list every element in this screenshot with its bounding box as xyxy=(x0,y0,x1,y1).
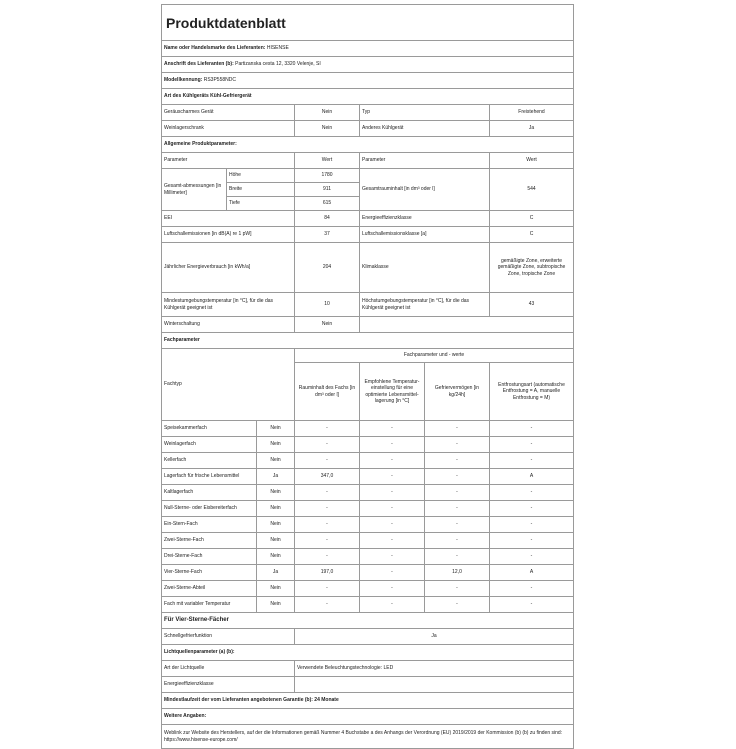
compartment-name: Kellerfach xyxy=(162,453,257,469)
compartment-name: Weinlagerfach xyxy=(162,437,257,453)
max-temp-value: 43 xyxy=(490,293,574,317)
type-value: Freistehend xyxy=(490,105,574,121)
device-type-row xyxy=(162,105,574,121)
data-sheet-table xyxy=(161,4,574,749)
noise-class-label: Luftschallemissionsklasse [a] xyxy=(360,227,490,243)
supplier-label: Name oder Handelsmarke des Lieferanten: xyxy=(164,45,266,52)
min-temp-value: 10 xyxy=(295,293,360,317)
compartment-type-header: Fachtyp xyxy=(162,349,295,421)
supplier-value: HISENSE xyxy=(266,45,289,52)
compartment-present: Nein xyxy=(257,453,295,469)
ambient-temp-row xyxy=(162,293,574,317)
compartment-volume: 197,0 xyxy=(295,565,360,581)
compartment-row xyxy=(162,453,574,469)
general-header-row xyxy=(162,153,574,169)
defrost-type-header: Entfrostungsart (automatische Entfrostung = A, manuelle Entfrostung = M) xyxy=(490,363,574,421)
light-class-label: Energieeffizienzklasse xyxy=(162,677,295,693)
compartment-heading: Fachparameter xyxy=(162,333,574,349)
climate-class-label: Klimaklasse xyxy=(360,243,490,293)
compartment-volume: 347,0 xyxy=(295,469,360,485)
compartment-row xyxy=(162,597,574,613)
temperature-header: Empfohlene Temperatur-einstellung für eine optimierte Lebensmittel-lagerung [in °C] xyxy=(360,363,425,421)
compartment-temperature: - xyxy=(360,437,425,453)
energy-class-value: C xyxy=(490,211,574,227)
compartment-volume: - xyxy=(295,517,360,533)
compartment-temperature: - xyxy=(360,581,425,597)
height-value: 1780 xyxy=(295,169,360,183)
compartment-row xyxy=(162,421,574,437)
compartment-row xyxy=(162,485,574,501)
compartment-volume: - xyxy=(295,421,360,437)
address-value: Partizanska cesta 12, 3320 Velenje, SI xyxy=(235,61,321,68)
low-noise-label: Geräuscharmes Gerät xyxy=(162,105,295,121)
compartment-volume: - xyxy=(295,549,360,565)
compartment-temperature: - xyxy=(360,421,425,437)
compartment-name: Vier-Sterne-Fach xyxy=(162,565,257,581)
compartment-freezing-capacity: - xyxy=(425,421,490,437)
compartment-defrost-type: A xyxy=(490,565,574,581)
type-label: Typ xyxy=(360,105,490,121)
compartment-defrost-type: - xyxy=(490,597,574,613)
compartment-name: Zwei-Sterne-Fach xyxy=(162,533,257,549)
compartment-freezing-capacity: 12,0 xyxy=(425,565,490,581)
light-class-row xyxy=(162,677,574,693)
eei-value: 84 xyxy=(295,211,360,227)
device-type-row xyxy=(162,121,574,137)
value-header: Wert xyxy=(295,153,360,169)
address-label: Anschrift des Lieferanten (b): xyxy=(164,61,234,68)
other-device-label: Anderes Kühlgerät xyxy=(360,121,490,137)
compartment-present: Nein xyxy=(257,597,295,613)
compartment-freezing-capacity: - xyxy=(425,453,490,469)
compartment-freezing-capacity: - xyxy=(425,533,490,549)
value-header: Wert xyxy=(490,153,574,169)
compartment-present: Nein xyxy=(257,437,295,453)
depth-value: 615 xyxy=(295,197,360,211)
width-value: 911 xyxy=(295,183,360,197)
wine-cabinet-value: Nein xyxy=(295,121,360,137)
noise-row xyxy=(162,227,574,243)
freezing-capacity-header: Gefriervermögen [in kg/24h] xyxy=(425,363,490,421)
compartment-name: Lagerfach für frische Lebensmittel xyxy=(162,469,257,485)
compartment-volume: - xyxy=(295,437,360,453)
compartment-temperature: - xyxy=(360,453,425,469)
compartment-row xyxy=(162,501,574,517)
fast-freeze-label: Schnellgefrierfunktion xyxy=(162,629,295,645)
compartment-present: Nein xyxy=(257,581,295,597)
compartment-row xyxy=(162,581,574,597)
model-value: RS3P558NDC xyxy=(203,77,236,84)
compartment-name: Null-Sterne- oder Eisbereiterfach xyxy=(162,501,257,517)
compartment-defrost-type: - xyxy=(490,517,574,533)
compartment-temperature: - xyxy=(360,597,425,613)
further-info-heading: Weitere Angaben: xyxy=(162,709,574,725)
compartment-name: Speisekammerfach xyxy=(162,421,257,437)
noise-class-value: C xyxy=(490,227,574,243)
compartment-defrost-type: A xyxy=(490,469,574,485)
compartment-row xyxy=(162,517,574,533)
compartment-row xyxy=(162,469,574,485)
model-row xyxy=(162,73,574,89)
volume-header: Rauminhalt des Fachs [in dm³ oder l] xyxy=(295,363,360,421)
compartment-name: Kaltlagerfach xyxy=(162,485,257,501)
compartment-row xyxy=(162,565,574,581)
warranty-row: Mindestlaufzeit der vom Lieferanten angebotenen Garantie (b): 24 Monate xyxy=(162,693,574,709)
annual-energy-label: Jährlicher Energieverbrauch [in kWh/a] xyxy=(162,243,295,293)
light-heading: Lichtquellenparameter (a) (b): xyxy=(162,645,574,661)
compartment-defrost-type: - xyxy=(490,549,574,565)
dimensions-label: Gesamt-abmessungen [in Millimeter] xyxy=(162,169,227,211)
compartment-group-header: Fachparameter und - werte xyxy=(295,349,574,363)
noise-value: 37 xyxy=(295,227,360,243)
compartment-present: Nein xyxy=(257,421,295,437)
compartment-freezing-capacity: - xyxy=(425,517,490,533)
compartment-freezing-capacity: - xyxy=(425,437,490,453)
depth-label: Tiefe xyxy=(227,197,295,211)
param-header: Parameter xyxy=(162,153,295,169)
address-row xyxy=(162,57,574,73)
height-row xyxy=(162,169,574,183)
eei-row xyxy=(162,211,574,227)
energy-row xyxy=(162,243,574,293)
compartment-temperature: - xyxy=(360,533,425,549)
total-volume-value: 544 xyxy=(490,169,574,211)
manufacturer-weblink: Weblink zur Website des Herstellers, auf der die Informationen gemäß Nummer 4 Buchstabe a des Anhangs der Verordnung (EU) 2019/2019 der Kommission (b) (b) zu finden sind: https://www.hisense-europe.com/ xyxy=(162,725,574,749)
compartment-defrost-type: - xyxy=(490,501,574,517)
compartment-temperature: - xyxy=(360,565,425,581)
max-temp-label: Höchstumgebungstemperatur [in °C], für die das Kühlgerät geeignet ist xyxy=(360,293,490,317)
compartment-defrost-type: - xyxy=(490,437,574,453)
compartment-row xyxy=(162,533,574,549)
compartment-row xyxy=(162,549,574,565)
compartment-freezing-capacity: - xyxy=(425,597,490,613)
compartment-present: Nein xyxy=(257,485,295,501)
compartment-defrost-type: - xyxy=(490,485,574,501)
general-heading: Allgemeine Produktparameter: xyxy=(162,137,574,153)
compartment-present: Nein xyxy=(257,517,295,533)
winter-row xyxy=(162,317,574,333)
compartment-freezing-capacity: - xyxy=(425,501,490,517)
compartment-present: Nein xyxy=(257,549,295,565)
compartment-defrost-type: - xyxy=(490,581,574,597)
compartment-name: Ein-Stern-Fach xyxy=(162,517,257,533)
compartment-temperature: - xyxy=(360,485,425,501)
product-data-sheet xyxy=(161,4,573,749)
compartment-freezing-capacity: - xyxy=(425,469,490,485)
supplier-row xyxy=(162,41,574,57)
compartment-volume: - xyxy=(295,501,360,517)
param-header: Parameter xyxy=(360,153,490,169)
compartment-present: Nein xyxy=(257,501,295,517)
height-label: Höhe xyxy=(227,169,295,183)
wine-cabinet-label: Weinlagerschrank xyxy=(162,121,295,137)
other-device-value: Ja xyxy=(490,121,574,137)
compartment-volume: - xyxy=(295,485,360,501)
climate-class-value: gemäßigte Zone, erweiterte gemäßigte Zone, subtropische Zone, tropische Zone xyxy=(490,243,574,293)
compartment-volume: - xyxy=(295,581,360,597)
low-noise-value: Nein xyxy=(295,105,360,121)
compartment-temperature: - xyxy=(360,469,425,485)
energy-class-label: Energieeffizienzklasse xyxy=(360,211,490,227)
compartment-freezing-capacity: - xyxy=(425,581,490,597)
compartment-row xyxy=(162,437,574,453)
compartment-group-row xyxy=(162,349,574,363)
total-volume-label: Gesamtrauminhalt [in dm³ oder l] xyxy=(360,169,490,211)
compartment-name: Drei-Sterne-Fach xyxy=(162,549,257,565)
compartment-name: Zwei-Sterne-Abteil xyxy=(162,581,257,597)
compartment-volume: - xyxy=(295,453,360,469)
noise-label: Luftschallemissionen [in dB(A) re 1 pW] xyxy=(162,227,295,243)
compartment-temperature: - xyxy=(360,501,425,517)
compartment-present: Ja xyxy=(257,469,295,485)
light-class-value xyxy=(295,677,574,693)
light-type-value: Verwendete Beleuchtungstechnologie: LED xyxy=(295,661,574,677)
compartment-volume: - xyxy=(295,533,360,549)
compartment-defrost-type: - xyxy=(490,421,574,437)
light-type-row xyxy=(162,661,574,677)
min-temp-label: Mindestumgebungstemperatur [in °C], für die das Kühlgerät geeignet ist xyxy=(162,293,295,317)
compartment-freezing-capacity: - xyxy=(425,549,490,565)
compartment-present: Ja xyxy=(257,565,295,581)
compartment-defrost-type: - xyxy=(490,453,574,469)
compartment-temperature: - xyxy=(360,549,425,565)
width-label: Breite xyxy=(227,183,295,197)
compartment-temperature: - xyxy=(360,517,425,533)
sheet-title: Produktdatenblatt xyxy=(162,5,574,41)
eei-label: EEI xyxy=(162,211,295,227)
light-type-label: Art der Lichtquelle xyxy=(162,661,295,677)
annual-energy-value: 204 xyxy=(295,243,360,293)
compartment-defrost-type: - xyxy=(490,533,574,549)
winter-switch-label: Winterschaltung xyxy=(162,317,295,333)
fast-freeze-row xyxy=(162,629,574,645)
model-label: Modellkennung: xyxy=(164,77,203,84)
winter-switch-value: Nein xyxy=(295,317,360,333)
compartment-volume: - xyxy=(295,597,360,613)
compartment-name: Fach mit variabler Temperatur xyxy=(162,597,257,613)
fast-freeze-value: Ja xyxy=(295,629,574,645)
four-star-heading: Für Vier-Sterne-Fächer xyxy=(162,613,574,629)
device-type-heading: Art des Kühlgeräts Kühl-Gefriergerät xyxy=(162,89,574,105)
compartment-present: Nein xyxy=(257,533,295,549)
compartment-freezing-capacity: - xyxy=(425,485,490,501)
